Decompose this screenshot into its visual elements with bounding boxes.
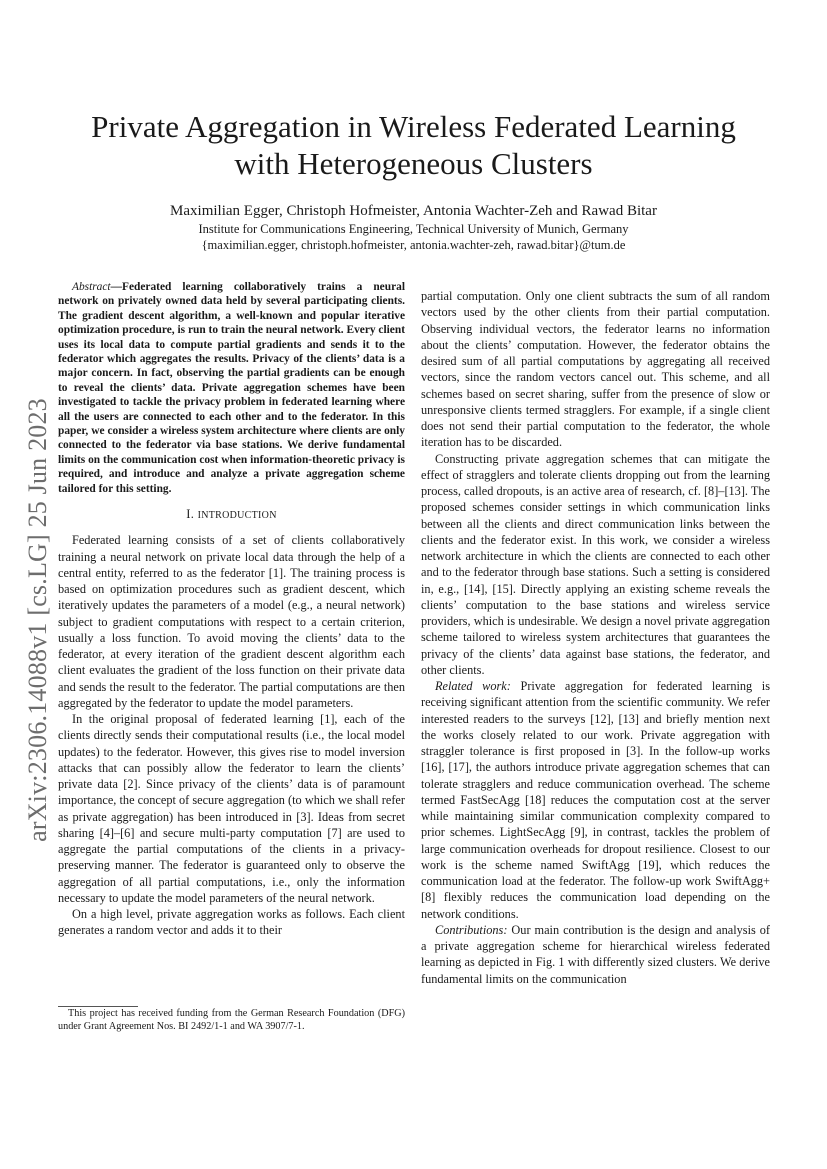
contributions-paragraph: [421, 922, 770, 987]
intro-paragraph-2: In the original proposal of federated learning [1], each of the clients directly sends their computational results (i.e., the local model updates) to the federator. However, this gives rise to model inversion attacks that can possibly allow the federator to learn the clients’ private data [2]. Since privacy of the clients’ data is of paramount importance, the concept of secure aggregation (to which we shall refer as private aggregation) has been introduced in [3]. Ideas from secret sharing [4]–[6] and secure multi-party computation [7] are used to aggregate the partial computations of the clients in a privacy-preserving manner. The federator is guaranteed only to observe the aggregation of all partial computations, i.e., only the information necessary to update the model parameters of the neural network.: [58, 712, 405, 905]
affiliation: Institute for Communications Engineering, Technical University of Munich, Germany: [198, 222, 629, 236]
intro-paragraph-5: Constructing private aggregation schemes that can mitigate the effect of stragglers and tolerate clients dropping out from the learning process, called dropouts, is an active area of research, cf. [8]–[13]. The proposed schemes consider settings in which communication links between all the clients and direct communication links between the clients and the federator exist. In this work, we consider a wireless network architecture in which the clients are connected to each other and to the federator through base stations. Such a setting is considered in, e.g., [14], [15]. Directly applying an existing scheme reveals the clients’ computation to the base stations and wireless service providers, which is undesirable. We design a novel private aggregation scheme tailored to wireless system architectures that guarantees the privacy of the clients’ data against base stations, the federator, and other clients.: [421, 451, 770, 677]
intro-paragraph-3: On a high level, private aggregation works as follows. Each client generates a random vector and adds it to their: [58, 907, 405, 938]
section-title: INTRODUCTION: [197, 510, 277, 522]
intro-paragraph-4: partial computation. Only one client subtracts the sum of all random vectors used by the other clients from their partial computation. Observing individual vectors, the federator learns no information about the clients’ computation. However, the federator obtains the desired sum of all partial computations by aggregating all received vectors, since the random vectors cancel out. This scheme, and all schemes based on secret sharing, suffer from the presence of slow or unresponsive clients termed stragglers. For example, if a single client does not send their partial computation to the federator, the whole iteration has to be discarded.: [421, 289, 770, 450]
contributions-text: Our main contribution is the design and analysis of a private aggregation scheme for hierarchical wireless federated learning as depicted in Fig. 1 with differently sized clusters. We derive fundamental limits on the communication: [421, 922, 770, 986]
abstract: [58, 280, 405, 496]
related-work-text: Private aggregation for federated learning is receiving significant attention from the scientific community. We refer interested readers to the surveys [12], [13] and briefly mention next the works closely related to our work. Private aggregation with straggler tolerance is first proposed in [3]. In the follow-up works [16], [17], the authors introduce private aggregation schemes that can tolerate stragglers and reduce communication overhead. The scheme termed FastSecAgg [18] reduces the computation cost at the server while maintaining similar communication complexity compared to prior schemes. LightSecAgg [9], in contrast, tackles the problem of large communication overheads for dropout resilience. Closest to our work is the scheme named SwiftAgg [19], which reduces the communication load at the federator. The follow-up work SwiftAgg+ [8] flexibly reduces the communication load depending on the network conditions.: [421, 679, 771, 921]
related-work-paragraph: [421, 678, 770, 922]
left-column: [58, 280, 405, 939]
related-work-lead: Related work:: [435, 679, 511, 693]
author-list: Maximilian Egger, Christoph Hofmeister, Antonia Wachter-Zeh and Rawad Bitar: [170, 203, 657, 219]
footnote-rule: [58, 1006, 138, 1007]
abstract-text: Federated learning collaboratively trains a neural network on privately owned data held by several participating clients. The gradient descent algorithm, a well-known and popular iterative optimization procedure, is run to train the neural network. Every client uses its local data to compute partial gradients and sends it to the federator which aggregates the results. Privacy of the clients’ data is a major concern. In fact, observing the partial gradients can be enough to reveal the clients’ data. Private aggregation schemes have been investigated to tackle the privacy problem in federated learning where all the users are connected to each other and to the federator. In this paper, we consider a wireless system architecture where clients are only connected to the federator via base stations. We derive fundamental limits on the communication cost when information-theoretic privacy is required, and introduce and analyze a private aggregation scheme tailored for this setting.: [58, 281, 405, 495]
arxiv-identifier: arXiv:2306.14088v1 [cs.LG] 25 Jun 2023: [23, 398, 52, 842]
title-line-2: with Heterogeneous Clusters: [234, 146, 593, 181]
title-line-1: Private Aggregation in Wireless Federated Learning: [91, 109, 736, 144]
intro-paragraph-1: Federated learning consists of a set of clients collaboratively training a neural network on private local data through the help of a central entity, referred to as the federator [1]. The training process is based on optimization procedures such as gradient descent, which iteratively updates the parameters of a model (e.g., a neural network) subject to gradient computations with respect to a certain criterion, usually a loss function. To avoid moving the clients’ data to the federator, at every iteration of the gradient descent algorithm each client evaluates the gradient of the loss function on their private data and sends the result to the federator. The partial computations are then aggregated by the federator to update the model parameters.: [58, 533, 405, 710]
abstract-dash: —: [110, 281, 122, 293]
abstract-label: Abstract: [72, 281, 111, 293]
section-number: I.: [186, 507, 195, 522]
contributions-lead: Contributions:: [435, 922, 508, 937]
paper-title: [40, 108, 787, 182]
author-emails: {maximilian.egger, christoph.hofmeister, antonia.wachter-zeh, rawad.bitar}@tum.de: [201, 238, 626, 252]
section-heading-introduction: [58, 506, 405, 524]
funding-footnote: This project has received funding from the German Research Foundation (DFG) under Grant Agreement Nos. BI 2492/1-1 and WA 3907/7-1.: [58, 1008, 405, 1032]
right-column: [421, 288, 770, 987]
